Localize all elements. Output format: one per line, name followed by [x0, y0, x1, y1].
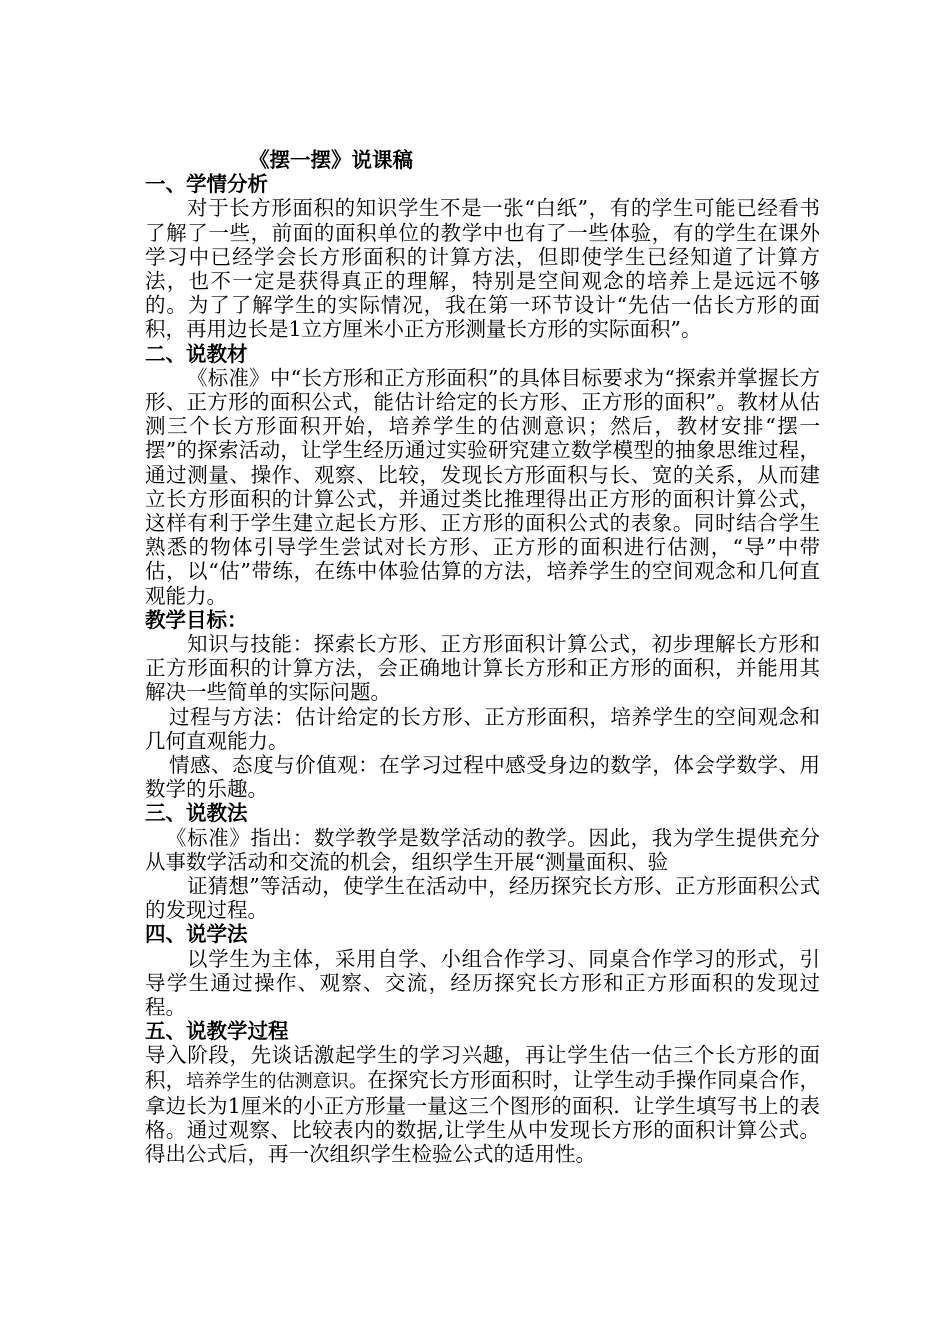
document-page — [145, 148, 820, 1166]
section-heading-student-analysis: 一、学情分析 — [145, 172, 268, 197]
paragraph-learning-method: 以学生为主体，采用自学、小组合作学习、同桌合作学习的形式，引导学生通过操作、观察、交流，经历探究长方形和正方形面积的发现过程。 — [145, 946, 820, 1020]
teaching-process-text-2: 培养学生的估测意识。 — [186, 1070, 368, 1092]
teaching-process-text-3: 在探究长方形面积时，让学生动手操作同桌合作，拿边长为1厘米的小正方形量一量这三个图形的面积．让学生填写书上的表格。通过观察、比较表内的数据,让学生从中发现长方形的面积计算公式。得出公式后，再一次组织学生检验公式的适用性。 — [145, 1067, 821, 1167]
section-heading-learning-method: 四、说学法 — [145, 922, 248, 947]
paragraph-goal-process: 过程与方法：估计给定的长方形、正方形面积，培养学生的空间观念和几何直观能力。 — [145, 704, 820, 753]
paragraph-teaching-method-2: 证猜想”等活动，使学生在活动中，经历探究长方形、正方形面积公式的发现过程。 — [145, 874, 820, 923]
teaching-process-text-1: 导入阶段，先谈话激起学生的学习兴趣，再让学生估一估三个长方形的面积， — [145, 1043, 820, 1092]
paragraph-goal-emotion: 情感、态度与价值观：在学习过程中感受身边的数学，体会学数学、用数学的乐趣。 — [145, 753, 820, 802]
section-heading-textbook: 二、说教材 — [145, 341, 248, 366]
section-heading-teaching-method: 三、说教法 — [145, 801, 248, 826]
section-heading-teaching-process: 五、说教学过程 — [145, 1019, 289, 1044]
paragraph-teaching-method-1: 《标准》指出：数学教学是数学活动的教学。因此，我为学生提供充分从事数学活动和交流的机会，组织学生开展“测量面积、验 — [145, 825, 820, 874]
paragraph-goal-knowledge: 知识与技能：探索长方形、正方形面积计算公式，初步理解长方形和正方形面积的计算方法，会正确地计算长方形和正方形的面积，并能用其解决一些简单的实际问题。 — [145, 632, 820, 705]
paragraph-textbook: 《标准》中“长方形和正方形面积”的具体目标要求为“探索并掌握长方形、正方形的面积公式，能估计给定的长方形、正方形的面积”。教材从估测三个长方形面积开始，培养学生的估测意识；然后，教材安排“摆一摆”的探索活动，让学生经历通过实验研究建立数学模型的抽象思维过程，通过测量、操作、观察、比较，发现长方形面积与长、宽的关系，从而建立长方形面积的计算公式，并通过类比推理得出正方形的面积计算公式，这样有利于学生建立起长方形、正方形的面积公式的表象。同时结合学生熟悉的物体引导学生尝试对长方形、正方形的面积进行估测，“导”中带估，以“估”带练，在练中体验估算的方法，培养学生的空间观念和几何直观能力。 — [145, 365, 820, 608]
paragraph-student-analysis: 对于长方形面积的知识学生不是一张“白纸”，有的学生可能已经看书了解了一些，前面的面积单位的教学中也有了一些体验，有的学生在课外学习中已经学会长方形面积的计算方法，但即使学生已经知道了计算方法，也不一定是获得真正的理解，特别是空间观念的培养上是远远不够的。为了了解学生的实际情况，我在第一环节设计“先估一估长方形的面积，再用边长是1立方厘米小正方形测量长方形的实际面积”。 — [145, 196, 820, 342]
paragraph-teaching-process — [145, 1043, 820, 1166]
document-title: 《摆一摆》说课稿 — [249, 148, 413, 172]
section-heading-teaching-goals: 教学目标： — [145, 607, 248, 632]
